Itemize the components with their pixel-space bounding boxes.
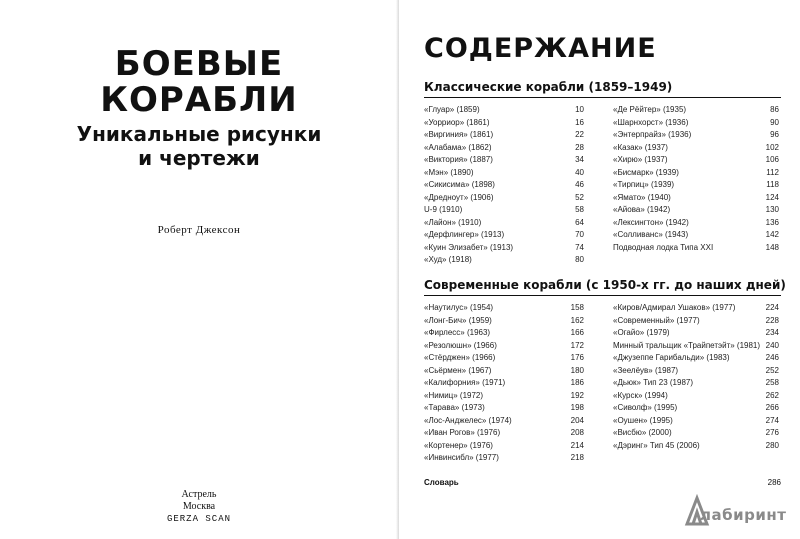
toc-entry-page: 90 (770, 117, 779, 127)
toc-entry-title: «Висбю» (2000) (613, 428, 672, 437)
toc-entry-page: 74 (575, 242, 584, 252)
toc-entry-page: 198 (570, 403, 584, 412)
toc-entry-title: «Айова» (1942) (613, 205, 671, 214)
toc-entry-page: 86 (770, 105, 779, 114)
toc-entry-title: «Энтерпрайз» (1936) (613, 130, 692, 139)
toc-entry-title: «Дерфлингер» (1913) (424, 230, 505, 239)
toc-entry-title: «Иван Рогов» (1976) (424, 428, 501, 437)
toc-entry-page: 192 (570, 390, 584, 400)
toc-entry-page: 124 (765, 192, 779, 202)
toc-entry-title: «Фирлесс» (1963) (424, 328, 491, 337)
toc-entry-page: 96 (770, 130, 779, 139)
classic-section-rule (424, 97, 781, 98)
toc-entry (613, 352, 779, 365)
toc-entry-title: «Уорриор» (1861) (424, 117, 490, 127)
toc-entry-title: «Лайон» (1910) (424, 217, 482, 227)
toc-entry-title: «Резолюшн» (1966) (424, 340, 497, 350)
toc-entry (613, 415, 779, 428)
toc-entry-page: 214 (570, 440, 584, 450)
toc-entry (613, 440, 779, 453)
toc-entry-page: 208 (570, 428, 584, 437)
toc-entry (613, 365, 779, 378)
imprint (0, 489, 398, 525)
toc-entry-title: «Огайо» (1979) (613, 328, 670, 337)
toc-entry-title: U-9 (1910) (424, 205, 463, 214)
toc-entry-title: «Стёрджен» (1966) (424, 353, 496, 362)
toc-entry-page: 58 (575, 205, 584, 214)
toc-entry (424, 204, 584, 217)
toc-entry-page: 130 (765, 205, 779, 214)
toc-entry-title: «Инвинсибл» (1977) (424, 453, 499, 462)
toc-entry-title: «Де Рёйтер» (1935) (613, 105, 687, 114)
toc-entry-title: «Мэн» (1890) (424, 167, 474, 177)
toc-entry-page: 40 (575, 167, 584, 177)
toc-entry-title: «Кортенер» (1976) (424, 440, 493, 450)
toc-entry-title: «Лонг-Бич» (1959) (424, 315, 492, 325)
toc-entry (424, 229, 584, 242)
toc-entry (613, 104, 779, 117)
toc-entry (424, 217, 584, 230)
toc-entry-title: «Куин Элизабет» (1913) (424, 242, 514, 252)
classic-right-column (613, 104, 779, 254)
toc-entry-page: 46 (575, 180, 584, 189)
toc-entry (424, 415, 584, 428)
toc-entry (613, 142, 779, 155)
toc-entry (613, 229, 779, 242)
toc-entry (613, 302, 779, 315)
toc-entry (613, 204, 779, 217)
toc-entry-title: «Глуар» (1859) (424, 105, 480, 114)
toc-entry (424, 179, 584, 192)
toc-entry-page: 112 (766, 167, 779, 177)
book-subtitle-line-2: и чертежи (138, 146, 260, 170)
toc-entry (613, 129, 779, 142)
toc-entry-page: 158 (570, 303, 584, 312)
toc-entry-page: 228 (765, 315, 779, 325)
watermark-text: лабиринт (700, 506, 787, 524)
modern-left-column (424, 302, 584, 465)
toc-entry (424, 167, 584, 180)
publisher-name: Астрель (181, 489, 217, 500)
toc-entry-title: «Дэринг» Тип 45 (2006) (613, 440, 700, 450)
toc-entry-page: 118 (766, 180, 779, 189)
book-title-line-2: КОРАБЛИ (100, 80, 298, 120)
toc-entry (613, 117, 779, 130)
toc-entry-title: «Сикисима» (1898) (424, 180, 495, 189)
toc-entry-page: 70 (575, 230, 584, 239)
book-title (0, 46, 398, 118)
toc-entry (424, 440, 584, 453)
toc-entry-title: «Хирю» (1937) (613, 155, 668, 164)
toc-entry-title: «Джузеппе Гарибальди» (1983) (613, 353, 730, 362)
toc-entry-title: «Дредноут» (1906) (424, 192, 494, 202)
toc-entry-page: 240 (765, 340, 779, 350)
left-page (0, 0, 399, 539)
toc-entry (424, 352, 584, 365)
toc-entry-page: 22 (575, 130, 584, 139)
toc-entry-title: «Современный» (1977) (613, 315, 700, 325)
toc-entry-page: 16 (575, 117, 584, 127)
modern-right-column (613, 302, 779, 452)
toc-entry-title: «Дьюк» Тип 23 (1987) (613, 378, 694, 387)
toc-entry (613, 402, 779, 415)
toc-entry-page: 274 (765, 415, 779, 425)
toc-entry-title: «Сиволф» (1995) (613, 403, 678, 412)
toc-entry-title: «Алабама» (1862) (424, 142, 492, 152)
toc-entry-page: 180 (570, 365, 584, 375)
toc-entry-title: «Худ» (1918) (424, 255, 472, 264)
toc-entry (613, 377, 779, 390)
glossary-entry (424, 478, 781, 487)
toc-entry (424, 327, 584, 340)
toc-entry-title: «Казак» (1937) (613, 142, 668, 152)
toc-entry-page: 234 (765, 328, 779, 337)
toc-entry-page: 106 (765, 155, 779, 164)
toc-entry (613, 390, 779, 403)
toc-entry-page: 246 (765, 353, 779, 362)
toc-entry (613, 217, 779, 230)
toc-entry (424, 242, 584, 255)
toc-entry-title: «Шарнхорст» (1936) (613, 117, 689, 127)
toc-entry-title: «Тирпиц» (1939) (613, 180, 675, 189)
toc-entry-title: «Солливанс» (1943) (613, 230, 689, 239)
toc-entry (613, 179, 779, 192)
toc-entry (613, 167, 779, 180)
toc-title: СОДЕРЖАНИЕ (424, 33, 657, 64)
toc-entry-title: «Зеелёув» (1987) (613, 365, 679, 375)
modern-section-heading: Современные корабли (с 1950-х гг. до наших дней) (424, 278, 786, 292)
toc-entry (424, 377, 584, 390)
toc-entry (613, 340, 779, 353)
toc-entry-title: «Ямато» (1940) (613, 192, 671, 202)
toc-entry (424, 117, 584, 130)
toc-entry-title: Минный тральщик «Трайпетэйт» (1981) (613, 340, 761, 350)
toc-entry-page: 172 (570, 340, 584, 350)
toc-entry (424, 452, 584, 465)
toc-entry-page: 252 (765, 365, 779, 375)
toc-entry-page: 64 (575, 217, 584, 227)
classic-left-column (424, 104, 584, 267)
toc-entry-title: «Лос-Анджелес» (1974) (424, 415, 512, 425)
toc-entry-page: 166 (570, 328, 584, 337)
toc-entry (424, 192, 584, 205)
toc-entry-page: 52 (575, 192, 584, 202)
toc-entry-page: 28 (575, 142, 584, 152)
classic-section-heading: Классические корабли (1859–1949) (424, 80, 673, 94)
toc-entry-title: «Нимиц» (1972) (424, 390, 484, 400)
toc-entry (613, 327, 779, 340)
toc-entry-page: 34 (575, 155, 584, 164)
toc-entry (424, 104, 584, 117)
toc-entry-page: 148 (765, 242, 779, 252)
toc-entry-page: 176 (570, 353, 584, 362)
toc-entry (424, 315, 584, 328)
toc-entry-title: «Курск» (1994) (613, 390, 668, 400)
toc-entry-page: 162 (570, 315, 584, 325)
toc-entry (424, 302, 584, 315)
toc-entry-title: «Сьёрмен» (1967) (424, 365, 492, 375)
toc-entry-page: 136 (765, 217, 779, 227)
toc-entry-page: 218 (570, 453, 584, 462)
toc-entry-page: 262 (765, 390, 779, 400)
toc-entry-page: 10 (575, 105, 584, 114)
glossary-label: Словарь (424, 478, 459, 487)
book-subtitle (0, 122, 398, 170)
toc-entry-title: «Тарава» (1973) (424, 403, 485, 412)
toc-entry (424, 427, 584, 440)
toc-entry (424, 340, 584, 353)
book-title-line-1: БОЕВЫЕ (114, 44, 284, 84)
toc-entry-page: 80 (575, 255, 584, 264)
publisher-city: Москва (182, 501, 216, 512)
toc-entry (613, 315, 779, 328)
toc-entry (613, 242, 779, 255)
toc-entry (424, 390, 584, 403)
toc-entry-page: 186 (570, 378, 584, 387)
toc-entry-title: «Лексингтон» (1942) (613, 217, 689, 227)
toc-entry-title: «Калифорния» (1971) (424, 378, 506, 387)
toc-entry-page: 224 (765, 303, 779, 312)
toc-entry-title: «Наутилус» (1954) (424, 303, 494, 312)
toc-entry (613, 154, 779, 167)
toc-entry-title: «Виргиния» (1861) (424, 130, 494, 139)
toc-entry-title: «Виктория» (1887) (424, 155, 493, 164)
toc-entry (424, 402, 584, 415)
toc-entry-page: 142 (765, 230, 779, 239)
toc-entry (424, 129, 584, 142)
toc-entry (424, 142, 584, 155)
author-name: Роберт Джексон (157, 224, 241, 236)
toc-entry-page: 276 (765, 428, 779, 437)
glossary-page: 286 (767, 478, 781, 487)
toc-entry-title: Подводная лодка Типа XXI (613, 242, 714, 252)
toc-entry (613, 192, 779, 205)
book-subtitle-line-1: Уникальные рисунки (76, 122, 322, 146)
toc-entry-page: 102 (765, 142, 779, 152)
toc-entry (424, 254, 584, 267)
toc-entry-page: 258 (765, 378, 779, 387)
toc-entry-title: «Бисмарк» (1939) (613, 167, 679, 177)
toc-entry-page: 280 (765, 440, 779, 450)
toc-entry-title: «Оушен» (1995) (613, 415, 673, 425)
toc-entry (424, 365, 584, 378)
toc-entry-page: 204 (570, 415, 584, 425)
toc-entry (424, 154, 584, 167)
toc-entry-title: «Киров/Адмирал Ушаков» (1977) (613, 303, 736, 312)
scan-credit: GERZA SCAN (166, 514, 231, 524)
toc-entry-page: 266 (765, 403, 779, 412)
toc-entry (613, 427, 779, 440)
modern-section-rule (424, 295, 781, 296)
